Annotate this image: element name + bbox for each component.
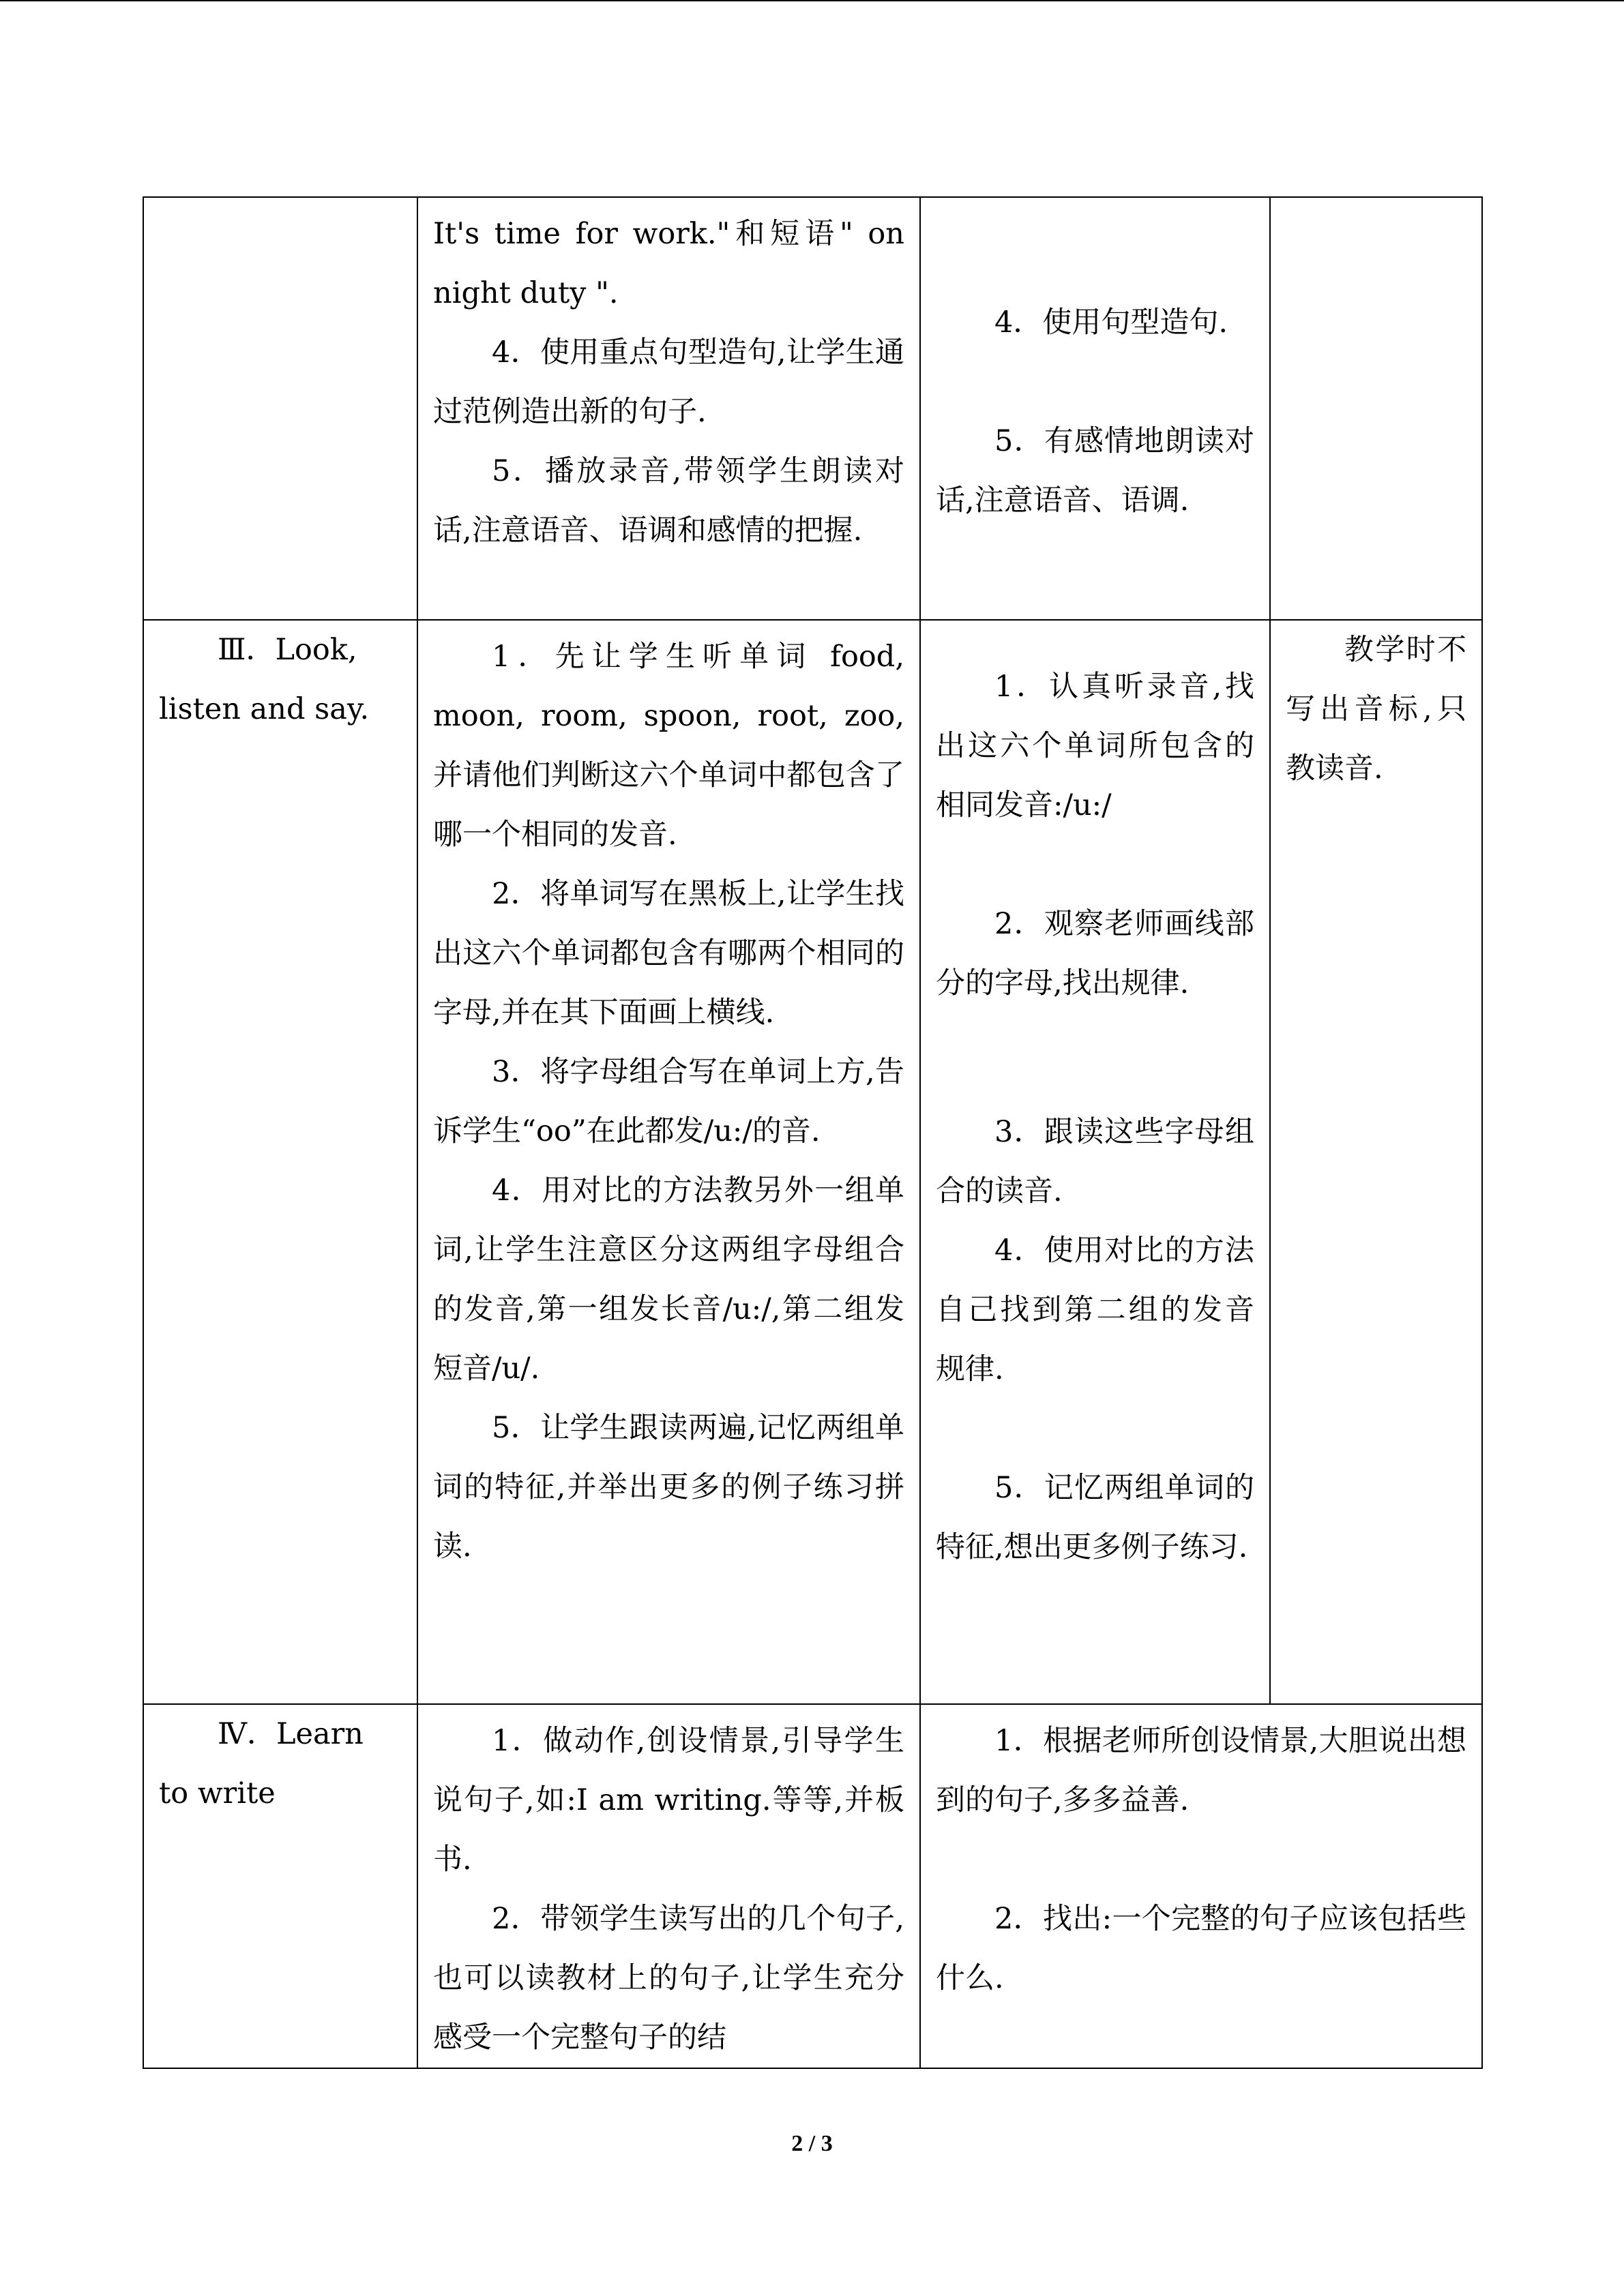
stage-label: Ⅳ．Learn to write <box>159 1717 364 1810</box>
lesson-plan-table <box>143 196 1483 2069</box>
teacher-activity-cell <box>417 197 920 620</box>
student-text: 4．使用对比的方法自己找到第二组的发音规律. <box>936 1234 1254 1386</box>
note-cell <box>1270 197 1482 620</box>
stage-label: Ⅲ．Look, listen and say. <box>159 633 370 726</box>
table-row <box>143 1704 1482 2068</box>
student-text: 4．使用句型造句. <box>994 305 1228 340</box>
teacher-text: 1．做动作,创设情景,引导学生说句子,如:I am writing.等等,并板书. <box>433 1724 904 1877</box>
student-text: 2．观察老师画线部分的字母,找出规律. <box>936 907 1254 1000</box>
table-row <box>143 197 1482 620</box>
note-text <box>1271 198 1481 205</box>
table-row <box>143 620 1482 1704</box>
note-text: 教学时不写出音标,只教读音. <box>1286 633 1466 786</box>
top-border-line <box>0 0 1624 1</box>
teacher-text: 5．播放录音,带领学生朗读对话,注意语音、语调和感情的把握. <box>433 454 904 548</box>
student-activity-cell <box>920 197 1270 620</box>
teacher-text: 1．先让学生听单词 food, moon, room, spoon, root, zoo,并请他们判断这六个单词中都包含了哪一个相同的发音. <box>433 640 904 852</box>
teacher-text: 2．带领学生读写出的几个句子,也可以读教材上的句子,让学生充分感受一个完整句子的结 <box>433 1902 904 2055</box>
student-text: 5．记忆两组单词的特征,想出更多例子练习. <box>936 1471 1254 1564</box>
teacher-text: 2．将单词写在黑板上,让学生找出这六个单词都包含有哪两个相同的字母,并在其下面画上横线. <box>433 877 904 1030</box>
note-cell <box>1270 620 1482 1704</box>
student-activity-cell <box>920 620 1270 1704</box>
teacher-text: 5．让学生跟读两遍,记忆两组单词的特征,并举出更多的例子练习拼读. <box>433 1411 904 1564</box>
teacher-text: It's time for work."和短语" on night duty ". <box>433 217 904 310</box>
page-number: 2 / 3 <box>791 2131 833 2156</box>
stage-cell <box>143 1704 417 2068</box>
teacher-activity-cell <box>417 1704 920 2068</box>
teacher-text: 3．将字母组合写在单词上方,告诉学生“oo”在此都发/u:/的音. <box>433 1055 904 1148</box>
student-text: 1．认真听录音,找出这六个单词所包含的相同发音:/u:/ <box>936 670 1254 822</box>
student-activity-cell <box>920 1704 1482 2068</box>
teacher-activity-cell <box>417 620 920 1704</box>
stage-cell <box>143 197 417 620</box>
stage-cell <box>143 620 417 1704</box>
student-text: 5．有感情地朗读对话,注意语音、语调. <box>936 424 1254 518</box>
student-text: 2．找出:一个完整的句子应该包括些什么. <box>936 1902 1466 1995</box>
teacher-text: 4．使用重点句型造句,让学生通过范例造出新的句子. <box>433 336 904 429</box>
student-text: 1．根据老师所创设情景,大胆说出想到的句子,多多益善. <box>936 1724 1466 1817</box>
student-text: 3．跟读这些字母组合的读音. <box>936 1115 1254 1208</box>
teacher-text: 4．用对比的方法教另外一组单词,让学生注意区分这两组字母组合的发音,第一组发长音/u:/,第二组发短音/u/. <box>433 1174 904 1386</box>
